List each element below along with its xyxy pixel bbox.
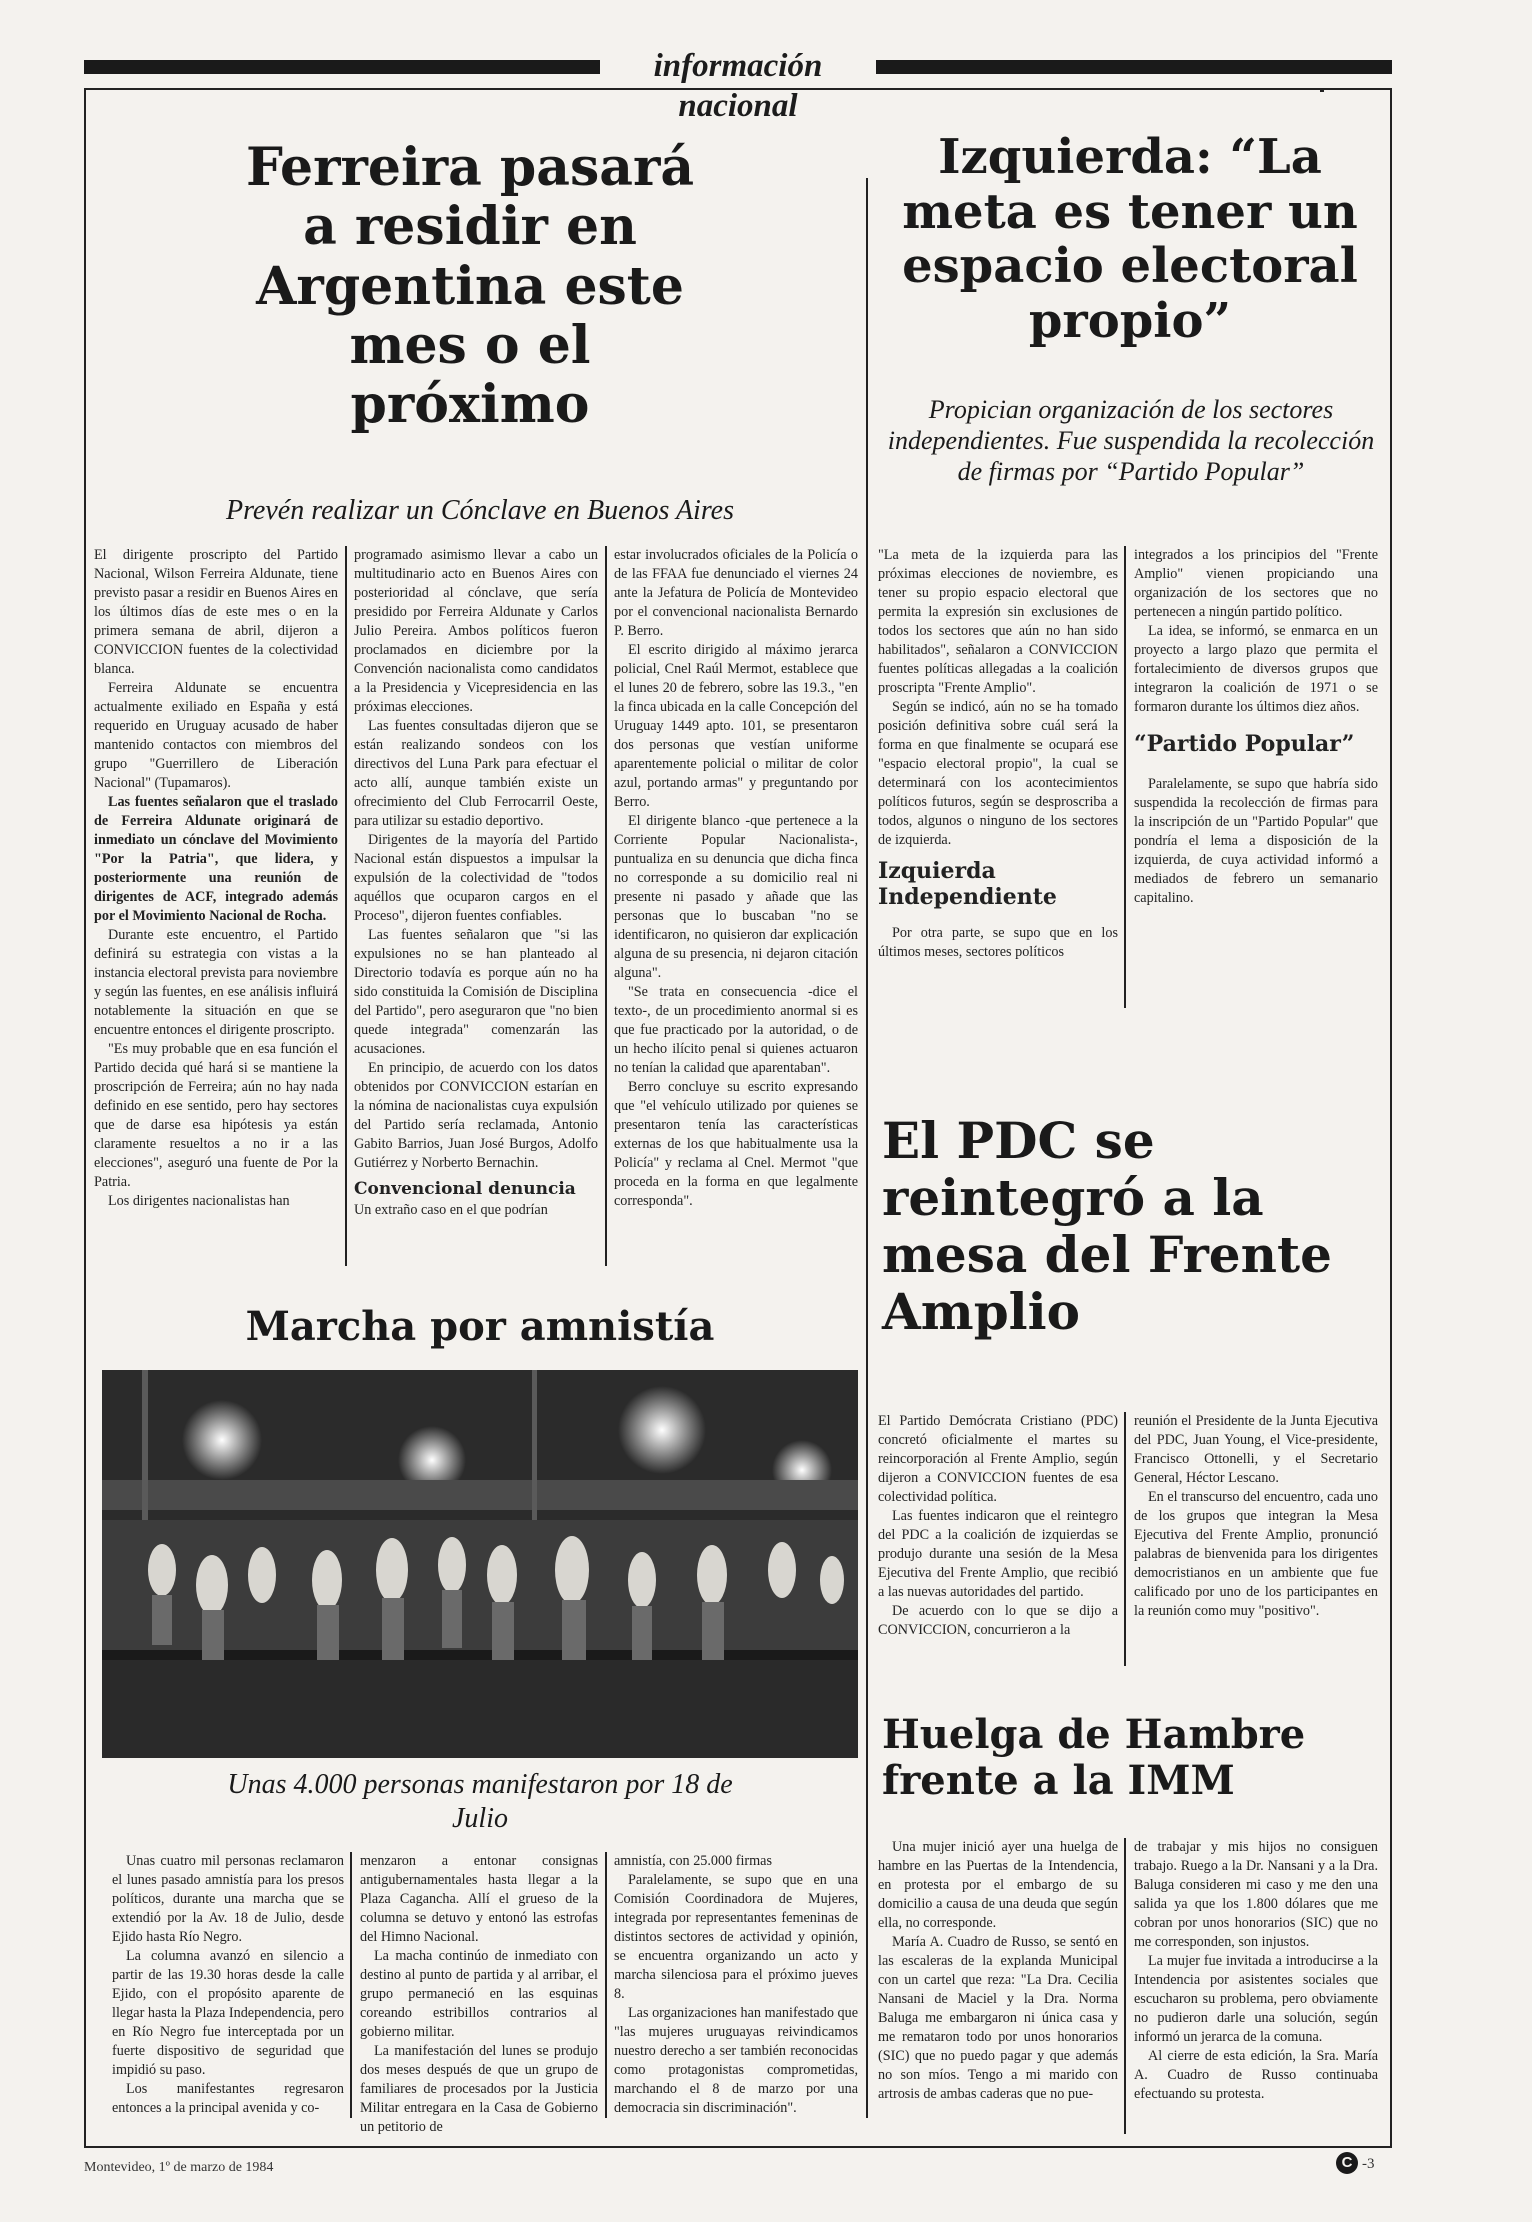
- paragraph: María A. Cuadro de Russo, se sentó en las escaleras de la explanda Municipal con un cartel que reza: "La Dra. Cecilia Nansani de Maciel y la Dra. Norma Baluga me embargaron ni única casa y me remataron todo por unos honorarios (SIC) que no puedo pagar y que además no son míos. Tengo a mi marido con artrosis de ambas caderas que no pue-: [878, 1934, 1118, 2102]
- march-photo: [102, 1370, 858, 1758]
- rule: [1124, 1838, 1126, 2134]
- marcha-col-3: [614, 1852, 858, 2122]
- pdc-headline: El PDC se reintegró a la mesa del Frente Amplio: [882, 1111, 1332, 1341]
- paragraph: reunión el Presidente de la Junta Ejecutiva del PDC, Juan Young, el Vice-presidente, Francisco Ottonelli, y el Secretario General, Héctor Lescano.: [1134, 1413, 1378, 1486]
- rule: [605, 1852, 607, 2118]
- ferreira-headline: Ferreira pasará a residir en Argentina este mes o el próximo: [245, 137, 695, 436]
- huelga-headline: Huelga de Hambre frente a la IMM: [882, 1711, 1306, 1804]
- paragraph: Por otra parte, se supo que en los últimos meses, sectores políticos: [878, 925, 1118, 960]
- paragraph: Los dirigentes nacionalistas han: [108, 1193, 290, 1209]
- section-label: información nacional: [600, 46, 876, 86]
- paragraph: Las fuentes consultadas dijeron que se están realizando sondeos con los directivos del Luna Park para efectuar el acto allí, aunque también existe un ofrecimiento del Club Ferrocarril Oeste, para utilizar su estadio deportivo.: [354, 718, 598, 829]
- paragraph: La columna avanzó en silencio a partir de las 19.30 horas desde la calle Ejido, con el propósito aparente de llegar hasta la Plaza Independencia, pero en Río Negro fue interceptada por un fuerte dispositivo de seguridad que impidió su paso.: [112, 1948, 344, 2078]
- page-number: -3: [1362, 2156, 1375, 2172]
- paragraph: Las organizaciones han manifestado que "las mujeres uruguayas reivindicamos nuestro derecho a ser también reconocidas como protagonistas comprometidas, marchando el 8 de marzo por una democracia sin discriminación".: [614, 2005, 858, 2116]
- ferreira-col-3: [614, 546, 858, 1268]
- izquierda-deck: Propician organización de los sectores independientes. Fue suspendida la recolección de firmas por “Partido Popular”: [887, 395, 1375, 487]
- paragraph: Según se indicó, aún no se ha tomado posición definitiva sobre cuál será la forma en que finalmente se ocupará ese "espacio electoral propio", la cual se determinará con los acontecimientos políticos futuros, según se desproscriba a todos, algunos o ninguno de los sectores de izquierda.: [878, 699, 1118, 848]
- paragraph: En principio, de acuerdo con los datos obtenidos por CONVICCION estarían en la nómina de nacionalistas cuya expulsión del Partido sería reclamada, Antonio Gabito Barrios, Juan José Burgos, Adolfo Gutiérrez y Norberto Bernachin.: [354, 1060, 598, 1171]
- paragraph: menzaron a entonar consignas antigubernamentales hasta llegar a la Plaza Cagancha. Allí el grueso de la columna se detuvo y entonó las estrofas del Himno Nacional.: [360, 1853, 598, 1945]
- paragraph: Paralelamente, se supo que en una Comisión Coordinadora de Mujeres, integrada por representantes femeninas de distintos sectores de actividad y opinión, se encuentra organizando un acto y marcha silenciosa para el próximo jueves 8.: [614, 1872, 858, 2002]
- izquierda-subhead-2: “Partido Popular”: [1134, 731, 1355, 757]
- paragraph: Dirigentes de la mayoría del Partido Nacional están dispuestos a impulsar la expulsión de la colectividad de "todos aquéllos que ocuparon cargos en el Proceso", dijeron fuentes confiables.: [354, 832, 598, 924]
- paragraph: El dirigente proscripto del Partido Nacional, Wilson Ferreira Aldunate, tiene previsto pasar a residir en Buenos Aires en los últimos días de este mes o en la primera semana de abril, dijeron a CONVICCION fuentes de la colectividad blanca.: [94, 547, 338, 677]
- paragraph: El dirigente blanco -que pertenece a la Corriente Popular Nacionalista-, puntualiza en su denuncia que dicha finca no corresponde a su domicilio real ni presente ni pasado y añade que las personas que lo buscaban "no se identificaron, no quisieron dar explicación alguna de su presencia, ni dejaron citación alguna".: [614, 813, 858, 981]
- paragraph: El Partido Demócrata Cristiano (PDC) concretó oficialmente el martes su reincorporación al Frente Amplio, según dijeron a CONVICCION fuentes de esa colectividad política.: [878, 1413, 1118, 1505]
- paragraph: El escrito dirigido al máximo jerarca policial, Cnel Raúl Mermot, establece que el lunes 20 de febrero, sobre las 19.3., "en la finca ubicada en la calle Concepción del Uruguay 1449 apto. 101, se presentaron dos personas que vestían uniforme aparentemente policial o militar de color azul, portando armas" y preguntando por Berro.: [614, 642, 858, 810]
- paragraph: La idea, se informó, se enmarca en un proyecto a largo plazo que permita el fortalecimiento de diversos grupos que integraron la coalición de 1971 o se formaron durante los últimos diez años.: [1134, 623, 1378, 715]
- dateline: Montevideo, 1º de marzo de 1984: [84, 2160, 274, 2175]
- paragraph: Berro concluye su escrito expresando que "el vehículo utilizado por quienes se presentaron tenía las características externas de los que habitualmente usa la Policía" y reclama al Cnel. Mermot "que proceda en la forma en que legalmente corresponda".: [614, 1079, 858, 1209]
- paragraph: Unas cuatro mil personas reclamaron el lunes pasado amnistía para los presos políticos, durante una marcha que se extendió por la Av. 18 de Julio, desde Ejido hasta Río Negro.: [112, 1853, 344, 1945]
- izquierda-subhead-1: Izquierda Independiente: [878, 858, 1057, 910]
- rule: [1124, 546, 1126, 1008]
- paragraph: Las fuentes señalaron que "si las expulsiones no se han planteado al Directorio todavía es porque aún no ha sido constituida la Comisión de Disciplina del Partido", pero aseguraron que "no bien quede integrada" comenzarán las acusaciones.: [354, 927, 598, 1057]
- paragraph: Al cierre de esta edición, la Sra. María A. Cuadro de Russo continuaba efectuando su protesta.: [1134, 2048, 1378, 2102]
- marcha-col-1: [112, 1852, 344, 2122]
- paragraph: Paralelamente, se supo que habría sido suspendida la recolección de firmas para la inscripción de un "Partido Popular" que pondría el lema a disposición de la izquierda, de cuya actividad informó a mediados de febrero un semanario capitalino.: [1134, 776, 1378, 906]
- huelga-col-1: [878, 1838, 1118, 2138]
- march-photo-image: [102, 1370, 858, 1758]
- paragraph: Durante este encuentro, el Partido definirá su estrategia con vistas a la instancia electoral prevista para noviembre y según las fuentes, en ese análisis influirá notablemente la situación en que se encuentre entonces el dirigente proscripto.: [94, 927, 338, 1038]
- paragraph: Ferreira Aldunate se encuentra actualmente exiliado en España y está requerido en Uruguay acusado de haber mantenido contactos con miembros del grupo "Guerrillero de Liberación Nacional" (Tupamaros).: [94, 680, 338, 791]
- paragraph: "La meta de la izquierda para las próximas elecciones de noviembre, es tener su propio espacio electoral que permita la expresión sin exclusiones de todos los sectores que aún no han sido habilitados", señalaron a CONVICCION fuentes políticas allegadas a la coalición proscripta "Frente Amplio".: [878, 547, 1118, 696]
- pdc-col-1: [878, 1412, 1118, 1670]
- paragraph: En el transcurso del encuentro, cada uno de los grupos que integran la Mesa Ejecutiva del Frente Amplio, pronunció palabras de bienvenida para los dirigentes democristianos en un ambiente que fue calificado por uno de los participantes en la reunión como muy "positivo".: [1134, 1489, 1378, 1619]
- marcha-headline: Marcha por amnistía: [245, 1303, 715, 1350]
- paragraph: La manifestación del lunes se produjo dos meses después de que un grupo de familiares de procesados por la Justicia Militar entregara en la Casa de Gobierno un petitorio de: [360, 2043, 598, 2135]
- paragraph: La macha continúo de inmediato con destino al punto de partida y al arribar, el grupo permaneció en las esquinas coreando estribillos contrarios al gobierno militar.: [360, 1948, 598, 2040]
- pdc-col-2: [1134, 1412, 1378, 1670]
- ferreira-col-1: [94, 546, 338, 1268]
- paragraph: "Se trata en consecuencia -dice el texto-, de un procedimiento anormal si es que fue practicado por la autoridad, o de un hecho ilícito penal si quienes actuaron no tenían la calidad que aparentaban".: [614, 984, 858, 1076]
- paragraph: Los manifestantes regresaron entonces a la principal avenida y co-: [112, 2081, 344, 2116]
- ferreira-subhead: Convencional denuncia: [354, 1179, 576, 1199]
- paragraph: Un extraño caso en el que podrían: [354, 1202, 548, 1218]
- rule: [345, 546, 347, 1266]
- column-divider: [866, 178, 868, 2118]
- paragraph: programado asimismo llevar a cabo un multitudinario acto en Buenos Aires con posterioridad al cónclave, que sería presidido por Ferreira Aldunate y Carlos Julio Pereira. Ambos políticos fueron proclamados en diciembre por la Convención nacionalista como candidatos a la Presidencia y Vicepresidencia en las próximas elecciones.: [354, 547, 598, 715]
- paragraph: de trabajar y mis hijos no consiguen trabajo. Ruego a la Dr. Nansani y a la Dra. Baluga consideren mi caso y me den una salida ya que los 1.800 dólares que me cobran por unos honorarios (SIC) que no me corresponden, son injustos.: [1134, 1839, 1378, 1950]
- paragraph: La mujer fue invitada a introducirse a la Intendencia por asistentes sociales que escucharon su problema, pero obviamente no pudieron darle una solución, según informó un jerarca de la comuna.: [1134, 1953, 1378, 2045]
- rule: [1124, 1412, 1126, 1666]
- ferreira-deck: Prevén realizar un Cónclave en Buenos Aires: [225, 495, 735, 526]
- paragraph: Una mujer inició ayer una huelga de hambre en las Puertas de la Intendencia, en protesta por el embargo de su domicilio a causa de una deuda que según ella, no corresponde.: [878, 1839, 1118, 1931]
- paragraph: Las fuentes indicaron que el reintegro del PDC a la coalición de izquierdas se produjo durante una sesión de la Mesa Ejecutiva del Frente Amplio, que recibió a las nuevas autoridades del partido.: [878, 1508, 1118, 1600]
- rule: [350, 1852, 352, 2118]
- marcha-col-2: [360, 1852, 598, 2135]
- paragraph: "Es muy probable que en esa función el Partido decida qué hará si se mantiene la proscripción de Ferreira; aún no hay nada definido en ese sentido, pero hay sectores que de darse esa hipótesis ya están claramente resueltos a no ir a las elecciones", aseguró una fuente de Por la Patria.: [94, 1041, 338, 1190]
- paragraph: De acuerdo con lo que se dijo a CONVICCION, concurrieron a la: [878, 1603, 1118, 1638]
- huelga-col-2: [1134, 1838, 1378, 2138]
- ferreira-col-2: [354, 546, 598, 1268]
- izquierda-col-1: [878, 546, 1118, 1016]
- marcha-deck: Unas 4.000 personas manifestaron por 18 de Julio: [227, 1769, 733, 1834]
- conviccion-logo-icon: C: [1336, 2152, 1358, 2174]
- paragraph: estar involucrados oficiales de la Policía o de las FFAA fue denunciado el viernes 24 ante la Jefatura de Policía de Montevideo por el convencional nacionalista Bernardo P. Berro.: [614, 547, 858, 639]
- paragraph: Las fuentes señalaron que el traslado de Ferreira Aldunate originará de inmediato un cónclave del Movimiento "Por la Patria", que lidera, y posteriormente una reunión de dirigentes de ACF, integrado además por el Movimiento Nacional de Rocha.: [94, 794, 338, 924]
- paragraph: amnistía, con 25.000 firmas: [614, 1853, 773, 1869]
- rule: [605, 546, 607, 1266]
- izquierda-col-2: [1134, 546, 1378, 1016]
- izquierda-headline: Izquierda: “La meta es tener un espacio electoral propio”: [902, 129, 1358, 350]
- paragraph: integrados a los principios del "Frente Amplio" vienen propiciando una organización de los sectores que no pertenecen a ningún partido político.: [1134, 547, 1378, 620]
